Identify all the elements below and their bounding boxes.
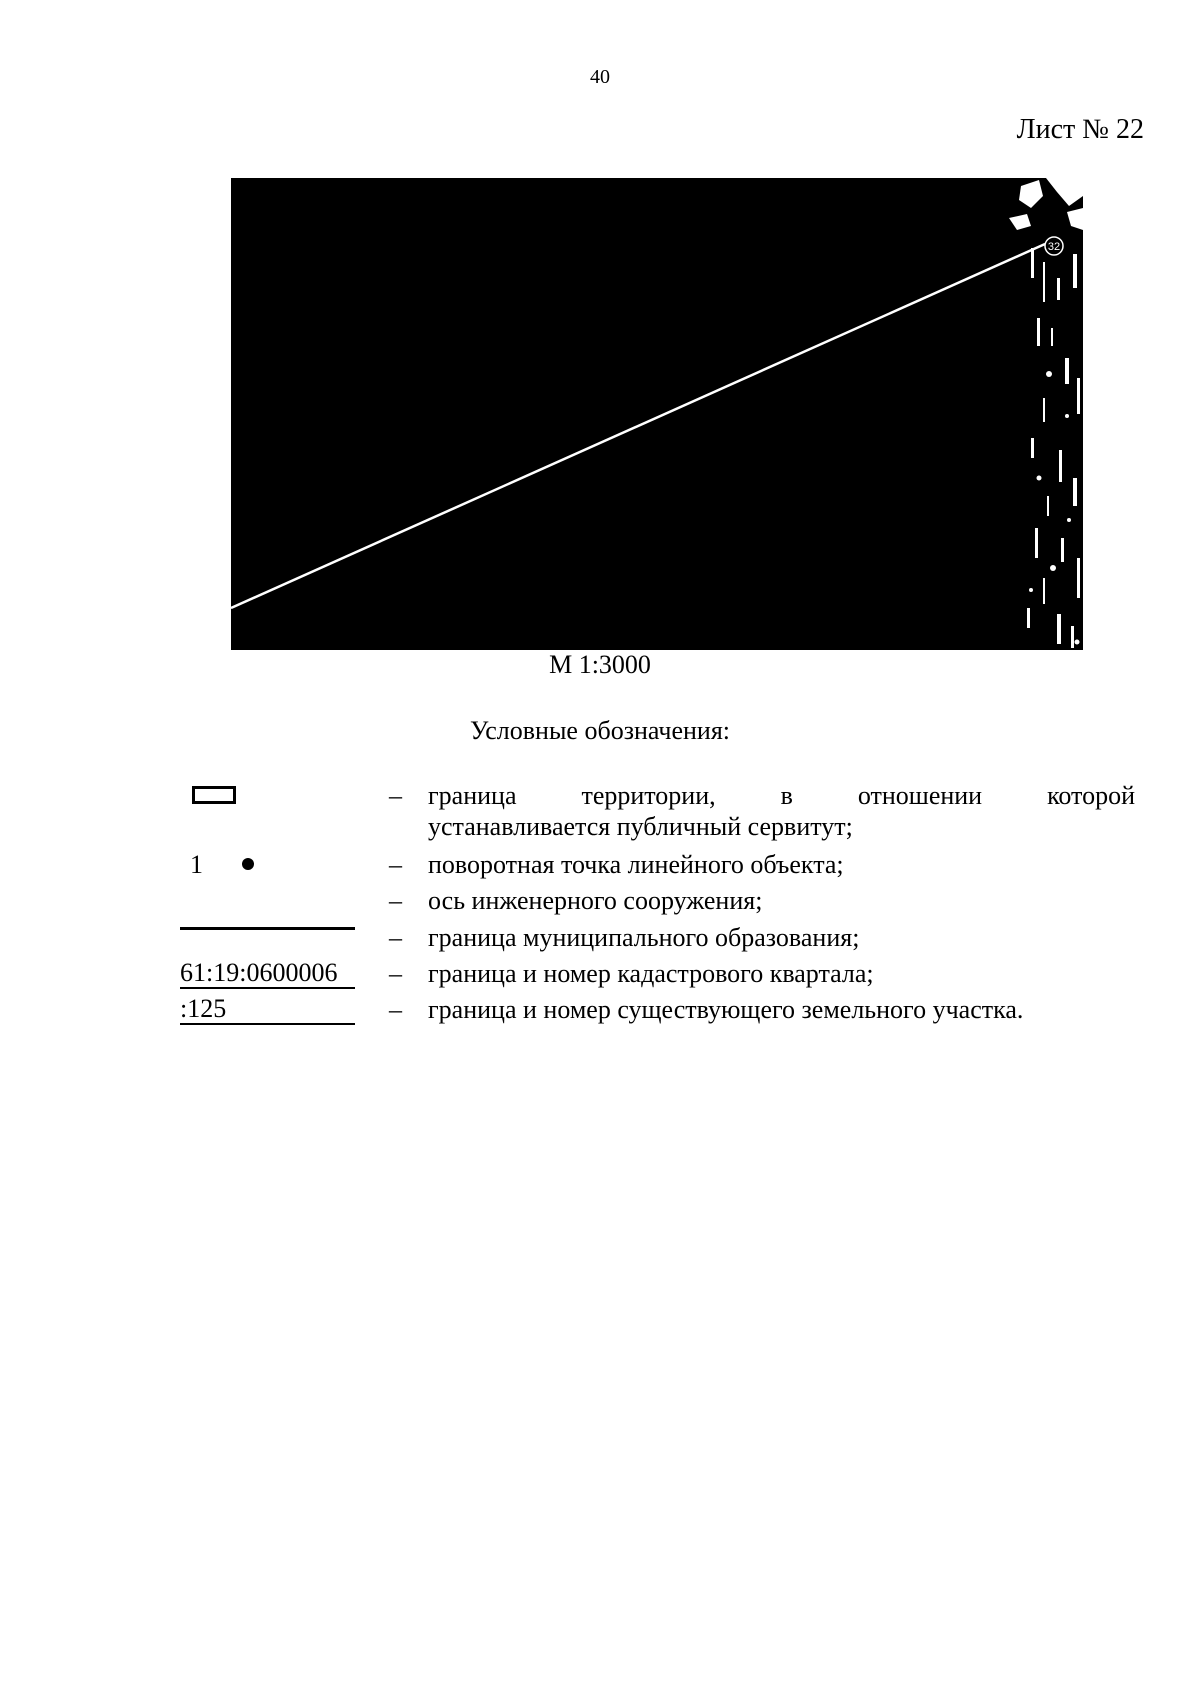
- solid-line-icon: [180, 927, 355, 930]
- turning-point-label: 32: [1047, 241, 1061, 253]
- legend-dash: –: [389, 995, 402, 1024]
- legend-item-turning-point: [180, 849, 1135, 880]
- legend-symbol: [180, 885, 355, 916]
- legend-dash: –: [389, 886, 402, 915]
- legend-text: граница и номер существующего земельного участка.: [428, 995, 1024, 1024]
- legend-title: Условные обозначения:: [469, 716, 731, 745]
- dot-icon: [242, 858, 254, 870]
- cadastral-quarter-number: 61:19:0600006: [180, 958, 355, 989]
- legend-word: граница: [428, 781, 517, 810]
- legend-dash: –: [389, 781, 402, 810]
- legend-symbol: [180, 922, 355, 953]
- legend-item-cadastral-quarter: [180, 958, 1135, 989]
- legend-text: ось инженерного сооружения;: [428, 886, 763, 915]
- legend-text-line-2: устанавливается публичный сервитут;: [428, 812, 853, 841]
- map-scale: М 1:3000: [549, 650, 651, 679]
- legend-item-municipal-boundary: [180, 922, 1135, 953]
- legend-word: отношении: [857, 781, 983, 810]
- legend-symbol: [180, 994, 355, 1025]
- map-canvas: [231, 178, 1083, 650]
- map-image: [231, 178, 1083, 650]
- page-number: 40: [590, 66, 610, 88]
- legend-item-land-plot: [180, 994, 1135, 1025]
- legend-text: граница и номер кадастрового квартала;: [428, 959, 874, 988]
- point-number: 1: [190, 850, 203, 879]
- legend-text: поворотная точка линейного объекта;: [428, 850, 844, 879]
- legend-text: граница муниципального образования;: [428, 923, 860, 952]
- legend-word: в: [780, 781, 793, 810]
- legend-text-line-1: [428, 780, 1135, 811]
- legend-dash: –: [389, 850, 402, 879]
- rectangle-outline-icon: [192, 786, 236, 804]
- land-plot-number: :125: [180, 994, 355, 1025]
- map-background: [231, 178, 1083, 650]
- legend-symbol: [180, 958, 355, 989]
- legend-item-structure-axis: [180, 885, 1135, 916]
- legend-symbol: [180, 849, 355, 880]
- legend-dash: –: [389, 959, 402, 988]
- legend-text: [428, 780, 1135, 842]
- legend-word: территории,: [581, 781, 716, 810]
- legend-symbol: [180, 780, 355, 811]
- legend-item-servitude-boundary: [180, 780, 1135, 842]
- legend-dash: –: [389, 923, 402, 952]
- legend-word: которой: [1047, 781, 1135, 810]
- sheet-label: Лист № 22: [1016, 114, 1144, 145]
